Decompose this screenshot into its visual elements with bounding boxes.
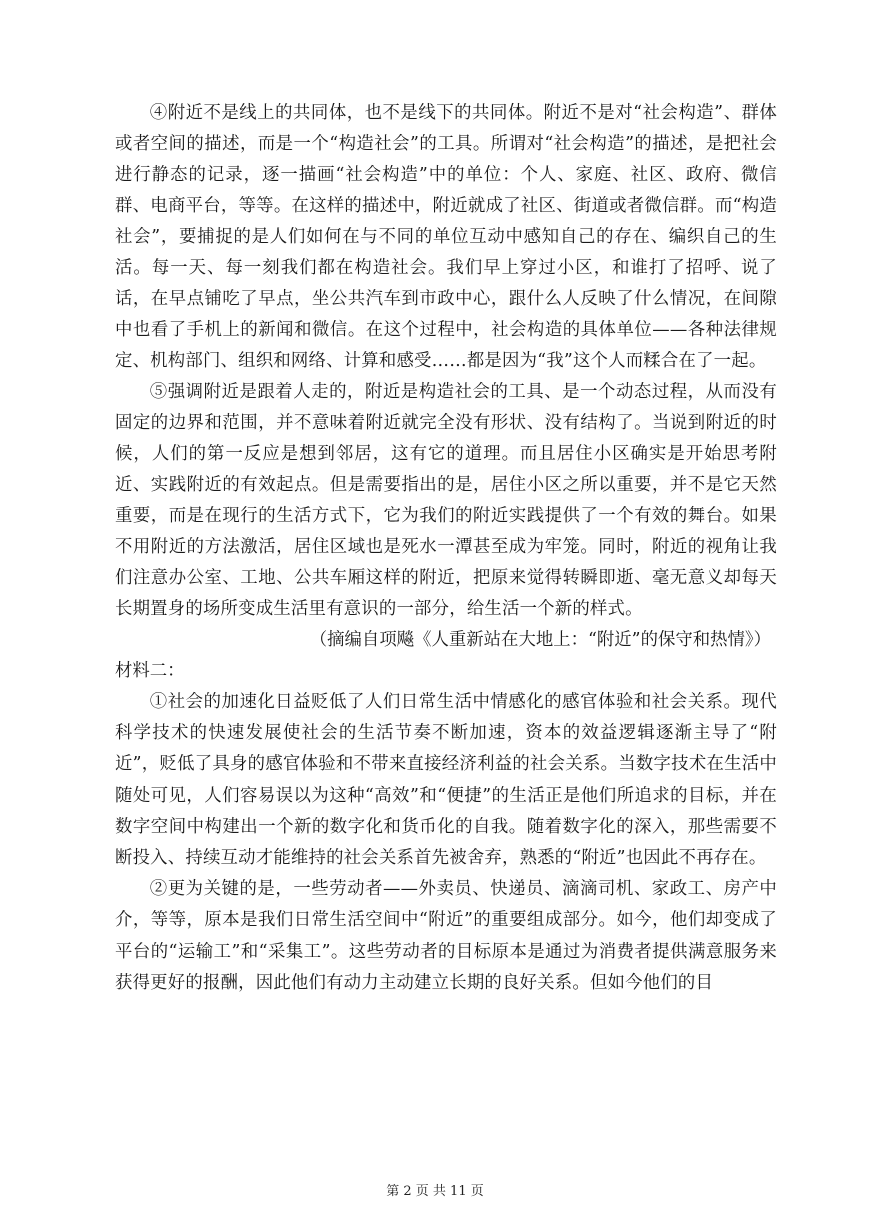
paragraph-5: ⑤强调附近是跟着人走的，附近是构造社会的工具、是一个动态过程，从而没有固定的边界和范围，并不意味着附近就完全没有形状、没有结构了。当说到附近的时候，人们的第一反应是想到邻居，这有它的道理。而且居住小区确实是开始思考附近、实践附近的有效起点。但是需要指出的是，居住小区之所以重要，并不是它天然重要，而是在现行的生活方式下，它为我们的附近实践提供了一个有效的舞台。如果不用附近的方法激活，居住区域也是死水一潭甚至成为牢笼。同时，附近的视角让我们注意办公室、工地、公共车厢这样的附近，把原来觉得转瞬即逝、毫无意义却每天长期置身的场所变成生活里有意识的一部分，给生活一个新的样式。 bbox=[115, 382, 777, 619]
material-two-paragraph-2: ②更为关键的是，一些劳动者——外卖员、快递员、滴滴司机、家政工、房产中介，等等，原本是我们日常生活空间中“附近”的重要组成部分。如今，他们却变成了平台的“运输工”和“采集工”。这些劳动者的目标原本是通过为消费者提供满意服务来获得更好的报酬，因此他们有动力主动建立长期的良好关系。但如今他们的目 bbox=[115, 879, 777, 993]
document-body bbox=[115, 98, 777, 999]
material-two-paragraph-1: ①社会的加速化日益贬低了人们日常生活中情感化的感官体验和社会关系。现代科学技术的快速发展使社会的生活节奏不断加速，资本的效益逻辑逐渐主导了“附近”，贬低了具身的感官体验和不带来直接经济利益的社会关系。当数字技术在生活中随处可见，人们容易误以为这种“高效”和“便捷”的生活正是他们所追求的目标，并在数字空间中构建出一个新的数字化和货币化的自我。随着数字化的深入，那些需要不断投入、持续互动才能维持的社会关系首先被舍弃，熟悉的“附近”也因此不再存在。 bbox=[115, 692, 777, 869]
page-footer: 第 2 页 共 11 页 bbox=[386, 1184, 484, 1199]
paragraph-4: ④附近不是线上的共同体，也不是线下的共同体。附近不是对“社会构造”、群体或者空间的描述，而是一个“构造社会”的工具。所谓对“社会构造”的描述，是把社会进行静态的记录，逐一描画“社会构造”中的单位：个人、家庭、社区、政府、微信群、电商平台，等等。在这样的描述中，附近就成了社区、街道或者微信群。而“构造社会”，要捕捉的是人们如何在与不同的单位互动中感知自己的存在、编织自己的生活。每一天、每一刻我们都在构造社会。我们早上穿过小区，和谁打了招呼、说了话，在早点铺吃了早点，坐公共汽车到市政中心，跟什么人反映了什么情况，在间隙中也看了手机上的新闻和微信。在这个过程中，社会构造的具体单位——各种法律规定、机构部门、组织和网络、计算和感受……都是因为“我”这个人而糅合在了一起。 bbox=[115, 103, 777, 371]
source-citation: （摘编自项飚《人重新站在大地上：“附近”的保守和热情》） bbox=[309, 630, 771, 650]
material-two-heading: 材料二： bbox=[115, 661, 185, 681]
